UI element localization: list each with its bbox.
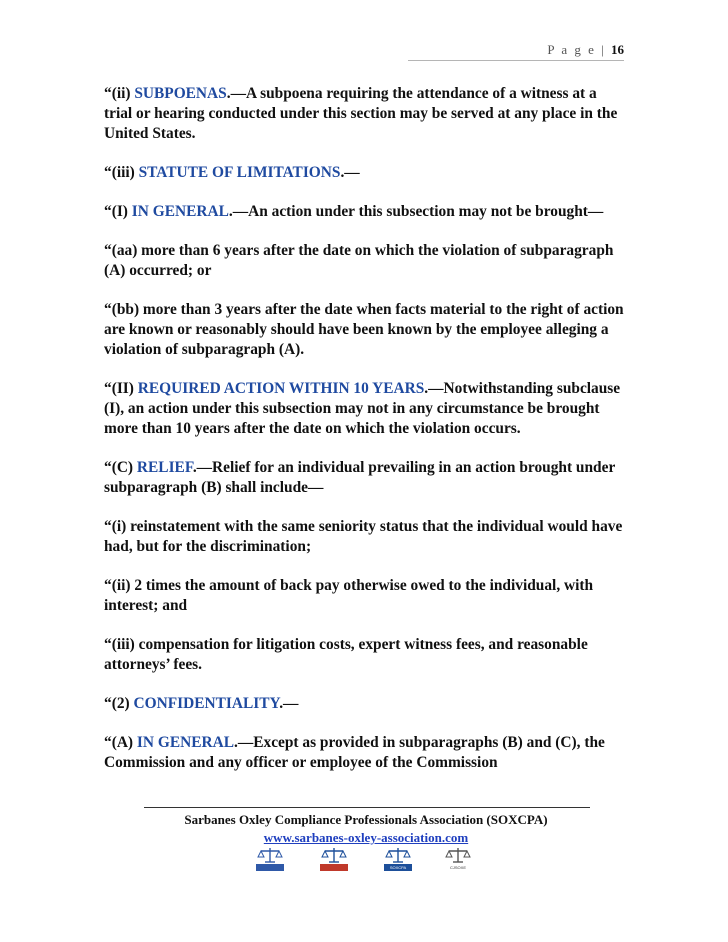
footer-organization: Sarbanes Oxley Compliance Professionals Association (SOXCPA) — [184, 812, 548, 827]
section-heading: IN GENERAL — [136, 734, 234, 751]
paragraph: “(ii) 2 times the amount of back pay otherwise owed to the individual, with interest; and — [104, 577, 594, 614]
paragraph: “(ii) SUBPOENAS.—A subpoena requiring the attendance of a witness at a trial or hearing conducted under this section may be served at any place in the United States. — [104, 85, 618, 142]
paragraph: “(II) REQUIRED ACTION WITHIN 10 YEARS.—Notwithstanding subclause (I), an action under this subsection may not in any circumstance be brought more than 10 years after the date on which the violation occurs. — [104, 380, 621, 437]
page-number: 16 — [611, 42, 624, 57]
paragraph: “(aa) more than 6 years after the date on which the violation of subparagraph (A) occurred; or — [104, 242, 614, 279]
footer-divider — [144, 807, 590, 808]
section-heading: SUBPOENAS — [134, 85, 227, 102]
section-heading: RELIEF — [136, 459, 193, 476]
page-label: P a g e | — [547, 42, 611, 57]
header-divider — [408, 60, 624, 61]
document-body — [104, 84, 628, 792]
paragraph: “(A) IN GENERAL.—Except as provided in subparagraphs (B) and (C), the Commission and any officer or employee of the Commission — [104, 734, 605, 771]
paragraph: “(2) CONFIDENTIALITY.— — [104, 695, 299, 712]
scale-logo-4-icon: SOXCPA — [384, 846, 412, 872]
paragraph: “(i) reinstatement with the same seniority status that the individual would have had, but for the discrimination; — [104, 518, 623, 555]
section-heading: CONFIDENTIALITY — [133, 695, 280, 712]
scale-logo-5-icon: CJSOXE — [444, 846, 472, 872]
paragraph: “(iii) compensation for litigation costs, expert witness fees, and reasonable attorneys’ fees. — [104, 636, 588, 673]
section-heading: REQUIRED ACTION WITHIN 10 YEARS — [137, 380, 425, 397]
paragraph: “(iii) STATUTE OF LIMITATIONS.— — [104, 164, 360, 181]
scale-logo-1-icon — [256, 846, 284, 872]
paragraph: “(C) RELIEF.—Relief for an individual prevailing in an action brought under subparagraph (B) shall include— — [104, 459, 615, 496]
page-header — [547, 42, 624, 58]
section-heading: IN GENERAL — [131, 203, 229, 220]
section-heading: STATUTE OF LIMITATIONS — [138, 164, 341, 181]
footer-website-link[interactable]: www.sarbanes-oxley-association.com — [263, 830, 469, 845]
paragraph: “(I) IN GENERAL.—An action under this subsection may not be brought— — [104, 203, 604, 220]
scale-logo-2-icon — [320, 846, 348, 872]
footer-logos — [0, 846, 728, 874]
paragraph: “(bb) more than 3 years after the date when facts material to the right of action are known or reasonably should have been known by the employee alleging a violation of subparagraph (A). — [104, 301, 624, 358]
